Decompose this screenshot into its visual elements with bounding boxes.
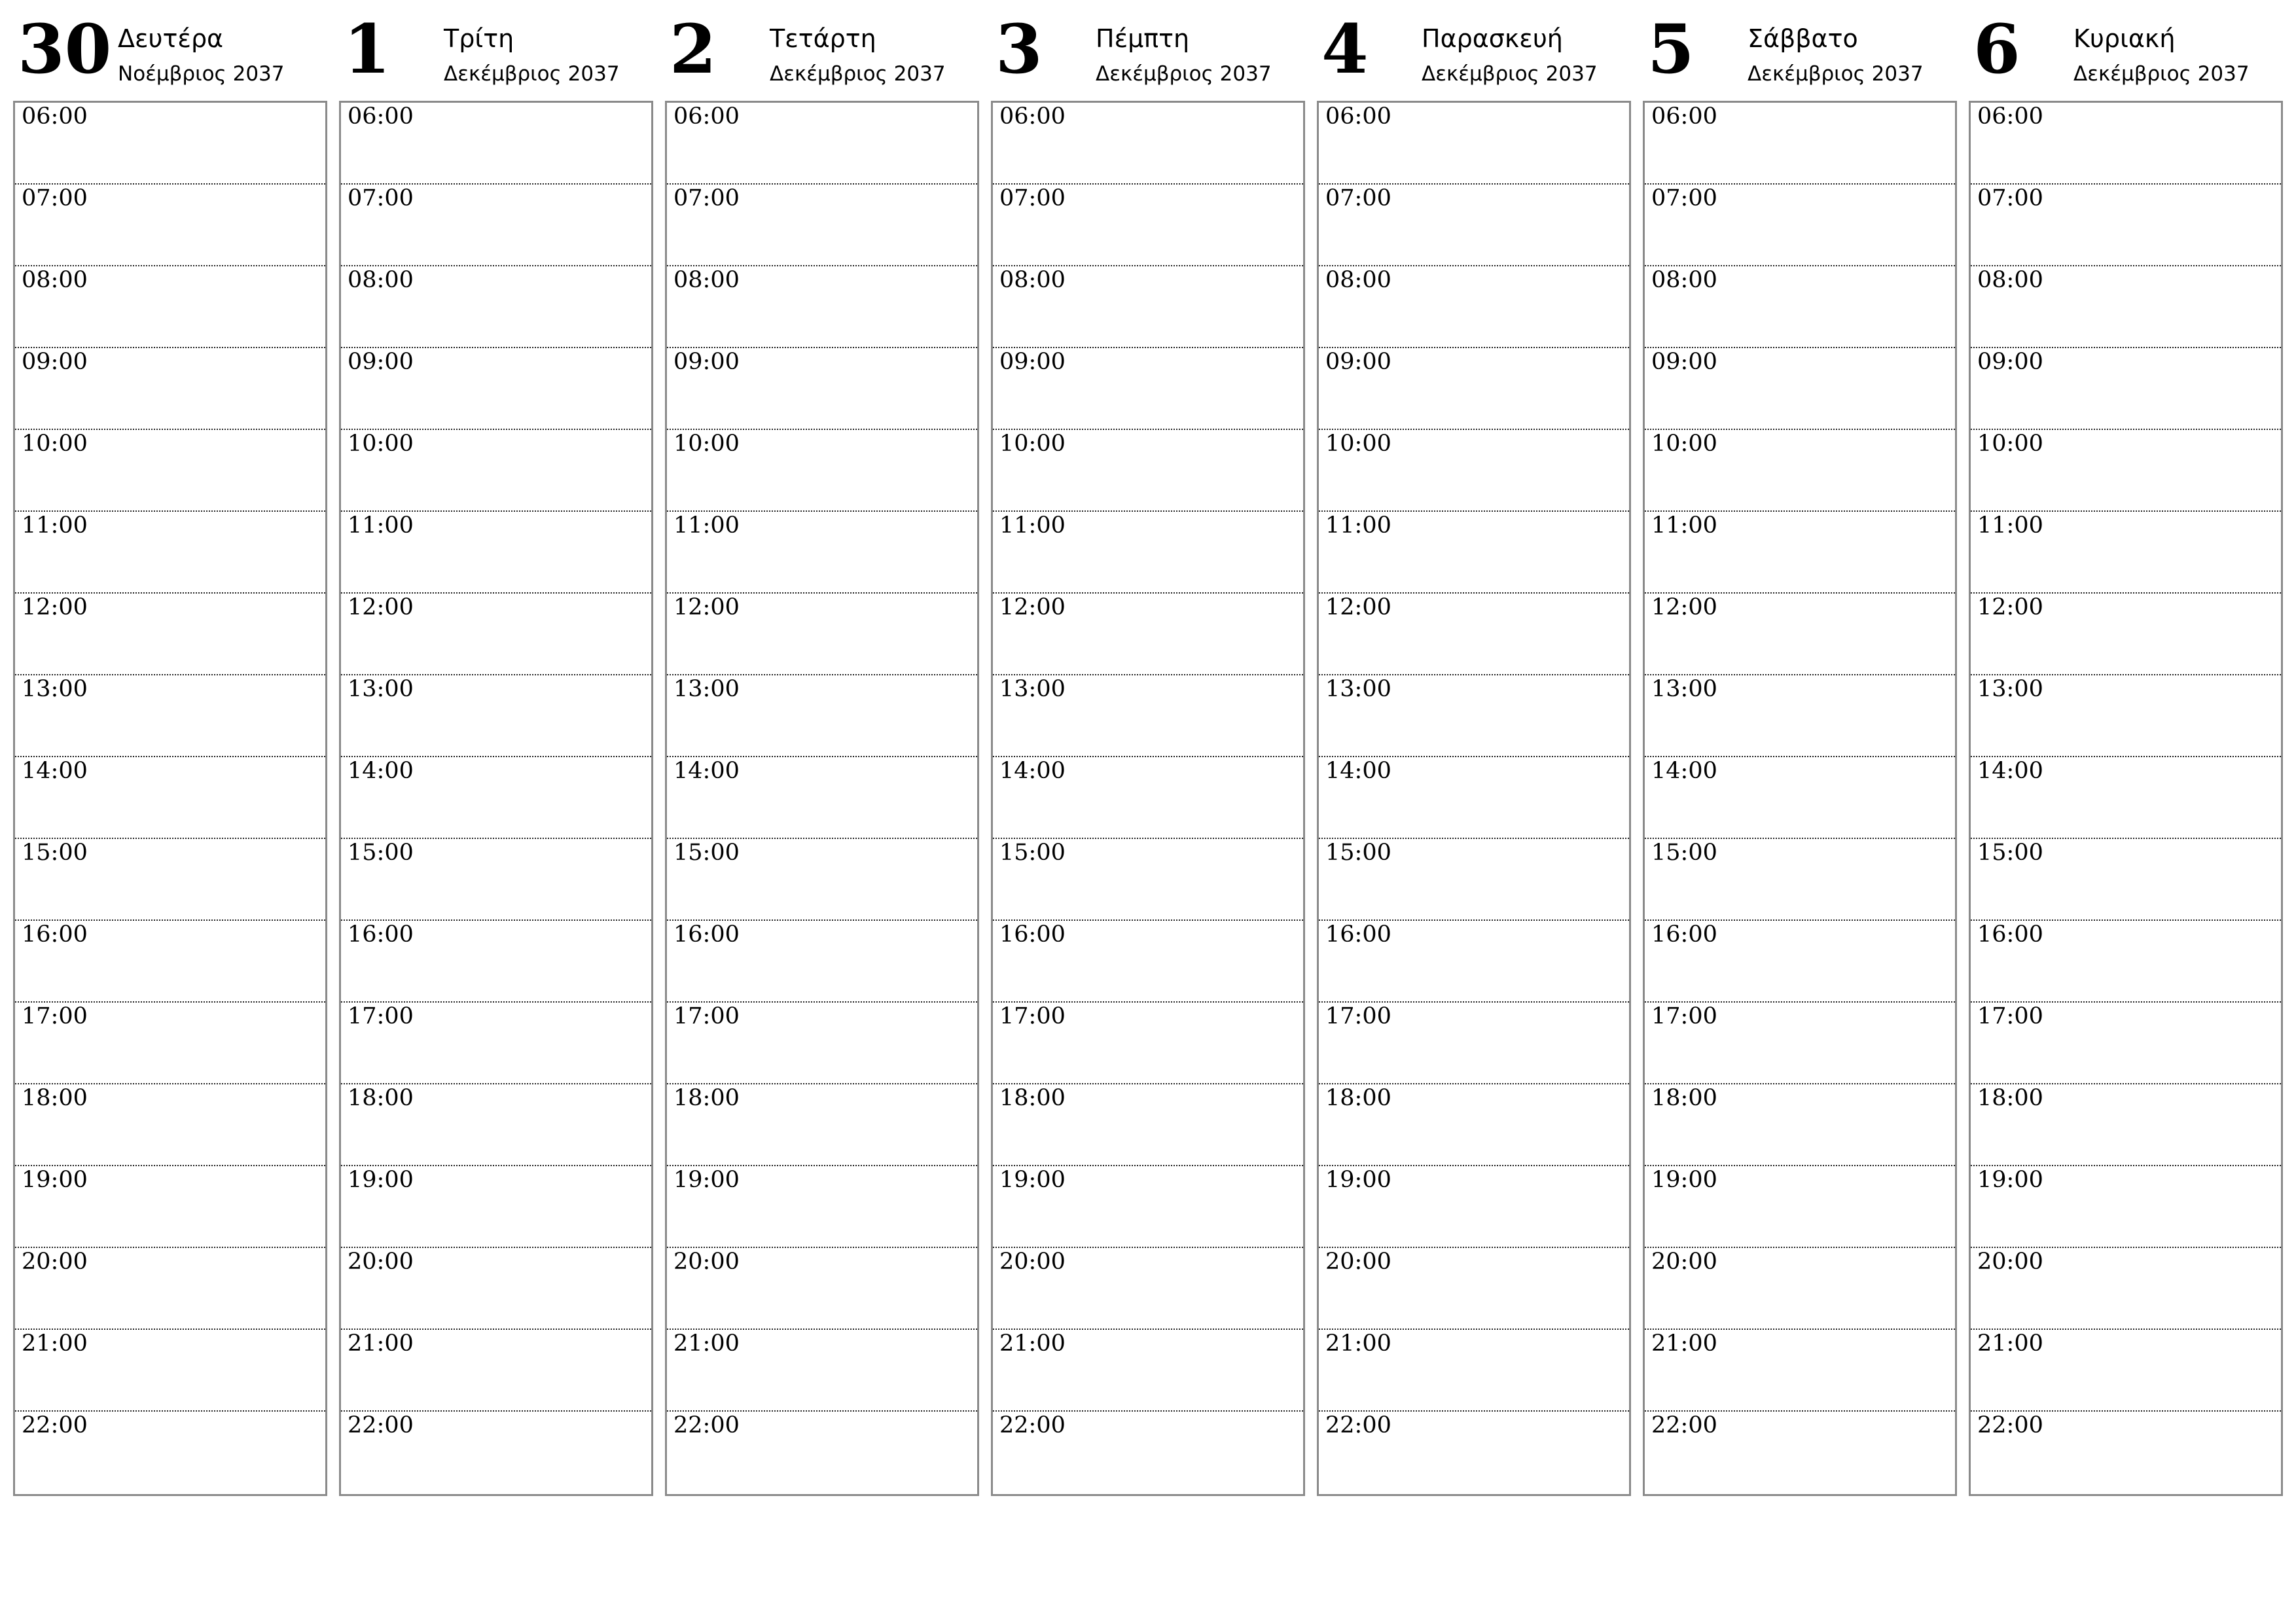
time-label: 10:00 bbox=[348, 431, 414, 457]
time-slot[interactable] bbox=[993, 1003, 1303, 1084]
time-slot[interactable] bbox=[1971, 921, 2281, 1003]
time-label: 06:00 bbox=[999, 103, 1066, 130]
time-slot[interactable] bbox=[341, 185, 651, 266]
time-slot[interactable] bbox=[15, 185, 325, 266]
time-label: 17:00 bbox=[673, 1003, 740, 1029]
time-slot[interactable] bbox=[15, 1248, 325, 1330]
time-slot[interactable] bbox=[1971, 757, 2281, 839]
time-slot[interactable] bbox=[15, 1003, 325, 1084]
time-label: 10:00 bbox=[22, 431, 88, 457]
day-name: Τρίτη bbox=[444, 24, 514, 53]
day-header bbox=[13, 0, 326, 101]
time-label: 22:00 bbox=[673, 1412, 740, 1438]
time-label: 12:00 bbox=[22, 594, 88, 620]
time-slot[interactable] bbox=[993, 430, 1303, 512]
day-schedule-box bbox=[339, 101, 653, 1496]
time-slot[interactable] bbox=[1645, 1412, 1955, 1493]
time-label: 11:00 bbox=[673, 512, 740, 539]
time-slot[interactable] bbox=[341, 675, 651, 757]
time-slot[interactable] bbox=[15, 921, 325, 1003]
time-slot[interactable] bbox=[1645, 1084, 1955, 1166]
time-slot[interactable] bbox=[341, 1330, 651, 1412]
time-label: 15:00 bbox=[1325, 840, 1391, 866]
time-slot[interactable] bbox=[1645, 839, 1955, 921]
day-number: 30 bbox=[18, 10, 112, 89]
time-label: 07:00 bbox=[999, 185, 1066, 211]
time-label: 20:00 bbox=[1325, 1249, 1391, 1275]
time-label: 15:00 bbox=[673, 840, 740, 866]
time-label: 19:00 bbox=[1977, 1167, 2043, 1193]
time-label: 18:00 bbox=[22, 1085, 88, 1111]
time-label: 14:00 bbox=[999, 758, 1066, 784]
time-slot[interactable] bbox=[1645, 512, 1955, 594]
time-slot[interactable] bbox=[1645, 1330, 1955, 1412]
time-slot[interactable] bbox=[1645, 1248, 1955, 1330]
month-year: Δεκέμβριος 2037 bbox=[1422, 62, 1598, 86]
time-label: 13:00 bbox=[22, 676, 88, 702]
time-slot[interactable] bbox=[341, 430, 651, 512]
time-label: 14:00 bbox=[673, 758, 740, 784]
time-slot[interactable] bbox=[1319, 594, 1629, 675]
time-label: 07:00 bbox=[673, 185, 740, 211]
time-slot[interactable] bbox=[15, 1084, 325, 1166]
time-slot[interactable] bbox=[341, 512, 651, 594]
time-slot[interactable] bbox=[993, 1166, 1303, 1248]
time-label: 17:00 bbox=[348, 1003, 414, 1029]
time-label: 11:00 bbox=[1977, 512, 2043, 539]
time-label: 15:00 bbox=[999, 840, 1066, 866]
time-slot[interactable] bbox=[1645, 103, 1955, 185]
time-label: 08:00 bbox=[1977, 267, 2043, 293]
time-label: 06:00 bbox=[1977, 103, 2043, 130]
time-slot[interactable] bbox=[1645, 266, 1955, 348]
time-slot[interactable] bbox=[667, 1412, 977, 1493]
day-schedule-box bbox=[13, 101, 327, 1496]
day-name: Παρασκευή bbox=[1422, 24, 1563, 53]
time-label: 08:00 bbox=[999, 267, 1066, 293]
time-slot[interactable] bbox=[1319, 185, 1629, 266]
time-label: 22:00 bbox=[999, 1412, 1066, 1438]
month-year: Δεκέμβριος 2037 bbox=[444, 62, 620, 86]
time-label: 20:00 bbox=[1651, 1249, 1717, 1275]
day-header bbox=[991, 0, 1304, 101]
time-label: 19:00 bbox=[1325, 1167, 1391, 1193]
time-label: 13:00 bbox=[1977, 676, 2043, 702]
time-slot[interactable] bbox=[1319, 1248, 1629, 1330]
time-label: 13:00 bbox=[673, 676, 740, 702]
time-label: 22:00 bbox=[22, 1412, 88, 1438]
time-slot[interactable] bbox=[667, 921, 977, 1003]
time-label: 18:00 bbox=[1651, 1085, 1717, 1111]
day-schedule-box bbox=[991, 101, 1305, 1496]
day-header bbox=[1643, 0, 1956, 101]
time-label: 18:00 bbox=[673, 1085, 740, 1111]
time-label: 16:00 bbox=[1977, 921, 2043, 948]
time-label: 22:00 bbox=[1977, 1412, 2043, 1438]
time-slot[interactable] bbox=[1971, 430, 2281, 512]
time-label: 21:00 bbox=[1977, 1330, 2043, 1357]
time-label: 21:00 bbox=[348, 1330, 414, 1357]
time-label: 12:00 bbox=[999, 594, 1066, 620]
time-slot[interactable] bbox=[1645, 1166, 1955, 1248]
time-label: 22:00 bbox=[1325, 1412, 1391, 1438]
time-label: 14:00 bbox=[1977, 758, 2043, 784]
time-slot[interactable] bbox=[1319, 675, 1629, 757]
time-label: 21:00 bbox=[1325, 1330, 1391, 1357]
time-label: 12:00 bbox=[1651, 594, 1717, 620]
time-label: 15:00 bbox=[348, 840, 414, 866]
time-slot[interactable] bbox=[993, 1330, 1303, 1412]
time-label: 20:00 bbox=[1977, 1249, 2043, 1275]
day-number: 4 bbox=[1321, 10, 1369, 89]
time-label: 09:00 bbox=[1325, 349, 1391, 375]
time-label: 11:00 bbox=[348, 512, 414, 539]
time-slot[interactable] bbox=[667, 430, 977, 512]
day-name: Δευτέρα bbox=[118, 24, 224, 53]
time-label: 09:00 bbox=[999, 349, 1066, 375]
time-label: 12:00 bbox=[1325, 594, 1391, 620]
day-number: 1 bbox=[344, 10, 391, 89]
time-slot[interactable] bbox=[1319, 1084, 1629, 1166]
time-slot[interactable] bbox=[993, 348, 1303, 430]
time-slot[interactable] bbox=[667, 1084, 977, 1166]
time-slot[interactable] bbox=[15, 348, 325, 430]
time-label: 12:00 bbox=[348, 594, 414, 620]
time-slot[interactable] bbox=[341, 103, 651, 185]
time-slot[interactable] bbox=[341, 1003, 651, 1084]
time-label: 20:00 bbox=[999, 1249, 1066, 1275]
time-label: 10:00 bbox=[999, 431, 1066, 457]
time-label: 07:00 bbox=[22, 185, 88, 211]
time-label: 16:00 bbox=[1325, 921, 1391, 948]
time-label: 06:00 bbox=[348, 103, 414, 130]
time-label: 06:00 bbox=[673, 103, 740, 130]
time-slot[interactable] bbox=[667, 348, 977, 430]
time-slot[interactable] bbox=[1645, 757, 1955, 839]
time-slot[interactable] bbox=[993, 921, 1303, 1003]
time-slot[interactable] bbox=[993, 757, 1303, 839]
time-label: 10:00 bbox=[1977, 431, 2043, 457]
day-column bbox=[991, 0, 1304, 1438]
day-header bbox=[339, 0, 652, 101]
time-slot[interactable] bbox=[1319, 1003, 1629, 1084]
time-label: 10:00 bbox=[673, 431, 740, 457]
time-label: 09:00 bbox=[22, 349, 88, 375]
time-slot[interactable] bbox=[667, 1166, 977, 1248]
time-slot[interactable] bbox=[1971, 348, 2281, 430]
time-label: 08:00 bbox=[1325, 267, 1391, 293]
time-slot[interactable] bbox=[993, 675, 1303, 757]
time-label: 14:00 bbox=[22, 758, 88, 784]
day-column bbox=[1643, 0, 1956, 1438]
time-label: 13:00 bbox=[1651, 676, 1717, 702]
time-slot[interactable] bbox=[15, 594, 325, 675]
time-label: 07:00 bbox=[1977, 185, 2043, 211]
day-column bbox=[665, 0, 978, 1438]
time-slot[interactable] bbox=[341, 348, 651, 430]
time-slot[interactable] bbox=[341, 1412, 651, 1493]
time-slot[interactable] bbox=[993, 512, 1303, 594]
time-slot[interactable] bbox=[1319, 512, 1629, 594]
time-label: 17:00 bbox=[1977, 1003, 2043, 1029]
time-slot[interactable] bbox=[15, 675, 325, 757]
time-label: 19:00 bbox=[22, 1167, 88, 1193]
time-slot[interactable] bbox=[1319, 921, 1629, 1003]
time-label: 14:00 bbox=[348, 758, 414, 784]
time-slot[interactable] bbox=[1971, 1166, 2281, 1248]
time-slot[interactable] bbox=[667, 839, 977, 921]
time-slot[interactable] bbox=[1645, 1003, 1955, 1084]
time-slot[interactable] bbox=[15, 430, 325, 512]
time-slot[interactable] bbox=[1645, 430, 1955, 512]
time-label: 19:00 bbox=[999, 1167, 1066, 1193]
day-column bbox=[13, 0, 326, 1438]
time-slot[interactable] bbox=[1319, 1412, 1629, 1493]
day-schedule-box bbox=[1317, 101, 1631, 1496]
time-slot[interactable] bbox=[1319, 1330, 1629, 1412]
time-slot[interactable] bbox=[1971, 1003, 2281, 1084]
time-slot[interactable] bbox=[15, 1412, 325, 1493]
time-label: 21:00 bbox=[999, 1330, 1066, 1357]
time-slot[interactable] bbox=[1971, 675, 2281, 757]
time-slot[interactable] bbox=[15, 103, 325, 185]
time-slot[interactable] bbox=[341, 921, 651, 1003]
time-slot[interactable] bbox=[993, 839, 1303, 921]
day-column bbox=[1317, 0, 1630, 1438]
time-slot[interactable] bbox=[1645, 675, 1955, 757]
time-label: 11:00 bbox=[22, 512, 88, 539]
time-label: 08:00 bbox=[22, 267, 88, 293]
time-label: 13:00 bbox=[348, 676, 414, 702]
day-schedule-box bbox=[1969, 101, 2283, 1496]
time-label: 16:00 bbox=[999, 921, 1066, 948]
time-slot[interactable] bbox=[1319, 430, 1629, 512]
day-number: 6 bbox=[1973, 10, 2020, 89]
day-column bbox=[339, 0, 652, 1438]
day-number: 5 bbox=[1647, 10, 1695, 89]
time-slot[interactable] bbox=[1971, 594, 2281, 675]
time-label: 12:00 bbox=[673, 594, 740, 620]
time-label: 09:00 bbox=[1651, 349, 1717, 375]
time-label: 20:00 bbox=[22, 1249, 88, 1275]
time-label: 12:00 bbox=[1977, 594, 2043, 620]
time-label: 21:00 bbox=[22, 1330, 88, 1357]
time-label: 16:00 bbox=[22, 921, 88, 948]
time-slot[interactable] bbox=[667, 1248, 977, 1330]
day-header bbox=[665, 0, 978, 101]
time-slot[interactable] bbox=[15, 757, 325, 839]
day-header bbox=[1969, 0, 2282, 101]
time-slot[interactable] bbox=[993, 185, 1303, 266]
time-slot[interactable] bbox=[1971, 266, 2281, 348]
day-column bbox=[1969, 0, 2282, 1438]
time-label: 11:00 bbox=[1325, 512, 1391, 539]
day-number: 3 bbox=[996, 10, 1043, 89]
time-slot[interactable] bbox=[1645, 594, 1955, 675]
time-label: 10:00 bbox=[1325, 431, 1391, 457]
time-label: 20:00 bbox=[348, 1249, 414, 1275]
day-number: 2 bbox=[670, 10, 717, 89]
time-slot[interactable] bbox=[1971, 839, 2281, 921]
time-slot[interactable] bbox=[993, 1248, 1303, 1330]
time-slot[interactable] bbox=[341, 594, 651, 675]
time-slot[interactable] bbox=[993, 594, 1303, 675]
time-label: 06:00 bbox=[1651, 103, 1717, 130]
time-slot[interactable] bbox=[667, 594, 977, 675]
time-label: 14:00 bbox=[1325, 758, 1391, 784]
time-label: 20:00 bbox=[673, 1249, 740, 1275]
time-slot[interactable] bbox=[1319, 348, 1629, 430]
day-name: Τετάρτη bbox=[770, 24, 876, 53]
day-schedule-box bbox=[665, 101, 979, 1496]
month-year: Νοέμβριος 2037 bbox=[118, 62, 285, 86]
time-label: 18:00 bbox=[1325, 1085, 1391, 1111]
time-label: 13:00 bbox=[999, 676, 1066, 702]
time-label: 21:00 bbox=[1651, 1330, 1717, 1357]
time-label: 22:00 bbox=[1651, 1412, 1717, 1438]
time-label: 17:00 bbox=[1651, 1003, 1717, 1029]
time-slot[interactable] bbox=[667, 266, 977, 348]
time-slot[interactable] bbox=[993, 1412, 1303, 1493]
time-slot[interactable] bbox=[15, 1166, 325, 1248]
time-slot[interactable] bbox=[1319, 103, 1629, 185]
time-label: 18:00 bbox=[348, 1085, 414, 1111]
time-label: 07:00 bbox=[348, 185, 414, 211]
time-slot[interactable] bbox=[667, 103, 977, 185]
time-slot[interactable] bbox=[993, 1084, 1303, 1166]
time-slot[interactable] bbox=[341, 1084, 651, 1166]
time-label: 18:00 bbox=[999, 1085, 1066, 1111]
time-label: 17:00 bbox=[1325, 1003, 1391, 1029]
time-slot[interactable] bbox=[15, 512, 325, 594]
time-label: 21:00 bbox=[673, 1330, 740, 1357]
time-slot[interactable] bbox=[1971, 1248, 2281, 1330]
time-label: 06:00 bbox=[22, 103, 88, 130]
time-slot[interactable] bbox=[1645, 921, 1955, 1003]
time-slot[interactable] bbox=[15, 266, 325, 348]
day-header bbox=[1317, 0, 1630, 101]
time-label: 17:00 bbox=[22, 1003, 88, 1029]
time-slot[interactable] bbox=[1319, 757, 1629, 839]
time-label: 16:00 bbox=[673, 921, 740, 948]
month-year: Δεκέμβριος 2037 bbox=[1748, 62, 1924, 86]
time-label: 16:00 bbox=[1651, 921, 1717, 948]
time-slot[interactable] bbox=[341, 266, 651, 348]
day-name: Πέμπτη bbox=[1096, 24, 1190, 53]
time-slot[interactable] bbox=[1319, 266, 1629, 348]
time-slot[interactable] bbox=[1971, 1084, 2281, 1166]
time-slot[interactable] bbox=[1319, 1166, 1629, 1248]
day-name: Σάββατο bbox=[1748, 24, 1858, 53]
time-label: 11:00 bbox=[999, 512, 1066, 539]
month-year: Δεκέμβριος 2037 bbox=[770, 62, 946, 86]
time-slot[interactable] bbox=[667, 675, 977, 757]
time-label: 07:00 bbox=[1651, 185, 1717, 211]
time-slot[interactable] bbox=[667, 1003, 977, 1084]
time-label: 14:00 bbox=[1651, 758, 1717, 784]
time-slot[interactable] bbox=[993, 103, 1303, 185]
time-label: 09:00 bbox=[1977, 349, 2043, 375]
time-slot[interactable] bbox=[15, 1330, 325, 1412]
time-label: 22:00 bbox=[348, 1412, 414, 1438]
time-label: 11:00 bbox=[1651, 512, 1717, 539]
time-slot[interactable] bbox=[1971, 512, 2281, 594]
day-name: Κυριακή bbox=[2073, 24, 2176, 53]
time-slot[interactable] bbox=[1645, 348, 1955, 430]
time-slot[interactable] bbox=[667, 1330, 977, 1412]
time-slot[interactable] bbox=[341, 757, 651, 839]
time-label: 15:00 bbox=[1977, 840, 2043, 866]
time-label: 18:00 bbox=[1977, 1085, 2043, 1111]
time-label: 15:00 bbox=[22, 840, 88, 866]
time-slot[interactable] bbox=[341, 839, 651, 921]
time-slot[interactable] bbox=[667, 512, 977, 594]
time-slot[interactable] bbox=[1971, 1412, 2281, 1493]
time-slot[interactable] bbox=[667, 185, 977, 266]
time-slot[interactable] bbox=[341, 1166, 651, 1248]
month-year: Δεκέμβριος 2037 bbox=[1096, 62, 1272, 86]
time-slot[interactable] bbox=[1971, 103, 2281, 185]
time-label: 08:00 bbox=[673, 267, 740, 293]
time-label: 09:00 bbox=[673, 349, 740, 375]
day-schedule-box bbox=[1643, 101, 1957, 1496]
time-slot[interactable] bbox=[1971, 185, 2281, 266]
time-label: 19:00 bbox=[348, 1167, 414, 1193]
time-label: 19:00 bbox=[1651, 1167, 1717, 1193]
time-label: 09:00 bbox=[348, 349, 414, 375]
time-label: 19:00 bbox=[673, 1167, 740, 1193]
time-label: 13:00 bbox=[1325, 676, 1391, 702]
time-slot[interactable] bbox=[1971, 1330, 2281, 1412]
time-label: 16:00 bbox=[348, 921, 414, 948]
time-label: 15:00 bbox=[1651, 840, 1717, 866]
time-label: 06:00 bbox=[1325, 103, 1391, 130]
time-label: 10:00 bbox=[1651, 431, 1717, 457]
month-year: Δεκέμβριος 2037 bbox=[2073, 62, 2250, 86]
time-label: 08:00 bbox=[1651, 267, 1717, 293]
time-label: 07:00 bbox=[1325, 185, 1391, 211]
time-label: 17:00 bbox=[999, 1003, 1066, 1029]
time-slot[interactable] bbox=[1319, 839, 1629, 921]
time-slot[interactable] bbox=[1645, 185, 1955, 266]
time-slot[interactable] bbox=[341, 1248, 651, 1330]
time-slot[interactable] bbox=[667, 757, 977, 839]
time-slot[interactable] bbox=[993, 266, 1303, 348]
time-slot[interactable] bbox=[15, 839, 325, 921]
time-label: 08:00 bbox=[348, 267, 414, 293]
